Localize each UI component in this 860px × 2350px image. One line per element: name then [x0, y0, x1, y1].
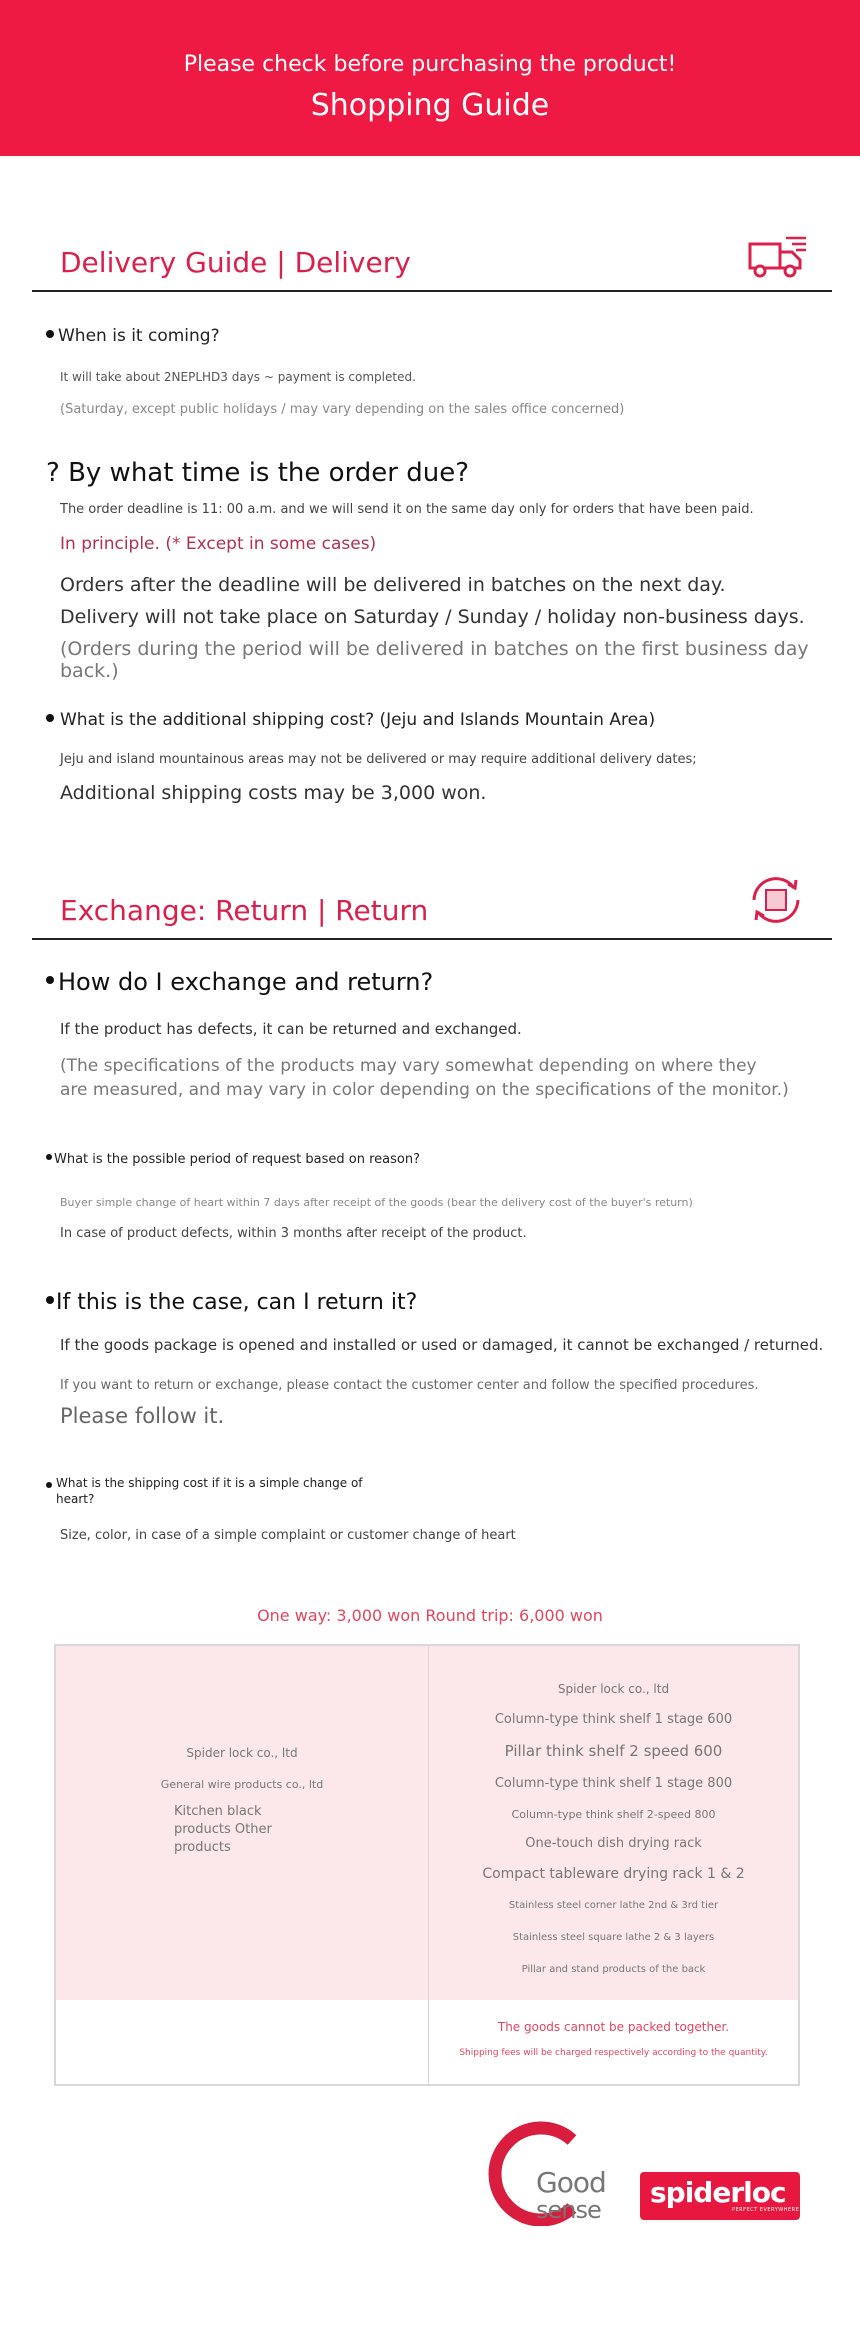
- spiderloc-wordmark: spiderloc: [650, 2176, 786, 2209]
- delivery-q1-question: When is it coming?: [58, 326, 220, 346]
- right-item: Column-type think shelf 1 stage 600: [494, 1712, 733, 1727]
- bullet-dot: [46, 1154, 52, 1160]
- right-item: Stainless steel square lathe 2 & 3 layers: [512, 1932, 715, 1943]
- exchange-q4-question-b: heart?: [56, 1492, 95, 1506]
- delivery-q2-line5: (Orders during the period will be delivered in batches on the first business day back.): [60, 638, 809, 682]
- return-cycle-icon: [744, 870, 808, 930]
- bullet-dot: [46, 330, 54, 338]
- delivery-q2-line1: The order deadline is 11: 00 a.m. and we will send it on the same day only for orders that have been paid.: [60, 502, 754, 517]
- shipping-fee-table: [54, 1644, 800, 2086]
- exchange-q4-line1: Size, color, in case of a simple complaint or customer change of heart: [60, 1528, 516, 1543]
- right-item: Spider lock co., ltd: [557, 1682, 670, 1696]
- good-sense-word-bottom: sense: [536, 2196, 601, 2224]
- right-item: One-touch dish drying rack: [525, 1836, 702, 1851]
- delivery-q3-line2: Additional shipping costs may be 3,000 won.: [60, 782, 487, 804]
- delivery-q2-line4: Delivery will not take place on Saturday / Sunday / holiday non-business days.: [60, 606, 805, 628]
- exchange-q1-line1: If the product has defects, it can be returned and exchanged.: [60, 1020, 522, 1038]
- delivery-q2-line3: Orders after the deadline will be delivered in batches on the next day.: [60, 574, 726, 596]
- exchange-q2-question: What is the possible period of request based on reason?: [54, 1152, 420, 1167]
- exchange-q2-line2: In case of product defects, within 3 months after receipt of the product.: [60, 1226, 527, 1241]
- right-item: Compact tableware drying rack 1 & 2: [482, 1866, 745, 1882]
- bullet-dot: [46, 1296, 54, 1304]
- truck-icon: [746, 234, 808, 280]
- left-line2: General wire products co., ltd: [160, 1778, 324, 1791]
- good-sense-word-top: Good: [536, 2166, 606, 2199]
- spiderloc-logo: [640, 2172, 800, 2220]
- delivery-heading: Delivery Guide | Delivery: [60, 246, 411, 279]
- bullet-dot: [46, 1482, 52, 1488]
- exchange-q3-question: If this is the case, can I return it?: [56, 1290, 418, 1315]
- banner-title: Shopping Guide: [310, 88, 550, 123]
- exchange-q3-line2: If you want to return or exchange, please contact the customer center and follow the specified procedures.: [60, 1378, 759, 1393]
- left-line1: Spider lock co., ltd: [186, 1746, 298, 1760]
- bullet-dot: [46, 714, 54, 722]
- delivery-q2-line2: In principle. (* Except in some cases): [60, 534, 377, 554]
- exchange-q4-question-a: What is the shipping cost if it is a simple change of: [56, 1476, 363, 1490]
- right-item: Stainless steel corner lathe 2nd & 3rd tier: [508, 1900, 719, 1911]
- delivery-q3-question: What is the additional shipping cost? (Jeju and Islands Mountain Area): [60, 710, 656, 730]
- delivery-q3-line1: Jeju and island mountainous areas may not be delivered or may require additional delivery dates;: [60, 752, 697, 767]
- fee-table-right-cell: [429, 1646, 798, 2000]
- fee-table-left-cell: [56, 1646, 429, 2000]
- banner-subtitle: Please check before purchasing the product!: [183, 52, 677, 77]
- exchange-heading: Exchange: Return | Return: [60, 894, 429, 927]
- spiderloc-tagline: PERFECT EVERYWHERE: [732, 2207, 800, 2213]
- right-item: Column-type think shelf 1 stage 800: [494, 1776, 733, 1791]
- delivery-q1-line1: It will take about 2NEPLHD3 days ~ payment is completed.: [60, 370, 416, 384]
- exchange-q1-question: How do I exchange and return?: [58, 968, 434, 996]
- right-item: Column-type think shelf 2-speed 800: [511, 1808, 716, 1821]
- delivery-q1-line2: (Saturday, except public holidays / may vary depending on the sales office concerned): [60, 402, 625, 417]
- exchange-q2-line1: Buyer simple change of heart within 7 days after receipt of the goods (bear the delivery cost of the buyer's return): [60, 1196, 693, 1209]
- fee-note-quantity: Shipping fees will be charged respectively according to the quantity.: [459, 2048, 768, 2058]
- left-line3b: products Other: [174, 1822, 272, 1837]
- top-banner: [0, 0, 860, 156]
- exchange-section-header: [32, 868, 832, 940]
- exchange-q3-line1: If the goods package is opened and installed or used or damaged, it cannot be exchanged / returned.: [60, 1336, 824, 1354]
- delivery-section-header: [32, 228, 832, 292]
- delivery-q2-question: ? By what time is the order due?: [46, 458, 470, 488]
- right-item: Pillar think shelf 2 speed 600: [504, 1742, 723, 1760]
- right-item: Pillar and stand products of the back: [521, 1964, 706, 1975]
- good-sense-logo: [480, 2118, 612, 2226]
- fee-table-right-notes: [429, 2000, 798, 2084]
- exchange-q1-line2b: are measured, and may vary in color depending on the specifications of the monitor.): [60, 1080, 789, 1100]
- bullet-dot: [46, 976, 54, 984]
- fee-table-left-empty: [56, 2000, 429, 2084]
- fee-note-packing: The goods cannot be packed together.: [497, 2020, 730, 2034]
- shipping-fee-title: One way: 3,000 won Round trip: 6,000 won: [257, 1606, 603, 1625]
- exchange-q3-line3: Please follow it.: [60, 1404, 225, 1428]
- left-line3c: products: [174, 1840, 231, 1855]
- left-line3a: Kitchen black: [174, 1804, 262, 1819]
- exchange-q1-line2a: (The specifications of the products may vary somewhat depending on where they: [60, 1056, 757, 1076]
